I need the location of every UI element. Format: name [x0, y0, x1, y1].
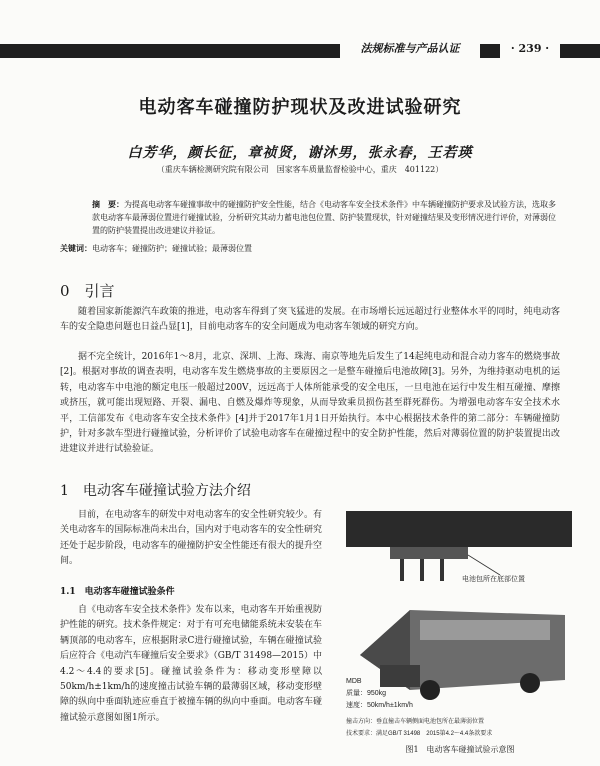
paper-title: 电动客车碰撞防护现状及改进试验研究	[138, 97, 462, 118]
figure-speed: 速度：50km/h±1km/h	[346, 702, 413, 709]
wheel-rear	[520, 673, 540, 693]
page-number: · 239 ·	[500, 40, 560, 58]
journal-name: 法规标准与产品认证	[340, 40, 480, 58]
battery-pack-top	[390, 547, 468, 559]
keywords-text: 电动客车；碰撞防护；碰撞试验；最薄弱位置	[92, 244, 252, 253]
figure-1-caption: 图1 电动客车碰撞试验示意图	[405, 745, 515, 754]
section-1-title: 1 电动客车碰撞试验方法介绍	[60, 483, 251, 499]
section-1-paragraph-2: 自《电动客车安全技术条件》发布以来，电动客车开始重视防护性能的研究。技术条件规定：对于有可充电储能系统未安装在车辆顶部的电动客车，应根据附录C进行碰撞试验，车辆在碰撞试验后应符合《电动汽车碰撞后安全要求》（GB/T 31498—2015）中4.2～4.4的要求[5]。碰撞试验条件为：移动变形壁障以50km/h±1km/h的速度撞击试验车辆的最薄弱区域，移动变形壁障的纵向中垂面轨迹应垂直于被撞车辆的纵向中垂面。电动客车碰撞试验示意图如图1所示。	[60, 605, 322, 723]
keywords-label: 关键词：	[60, 243, 92, 253]
figure-requirement: 技术要求：满足GB/T 31498 2015第4.2～4.4条款要求	[346, 731, 493, 737]
abstract-text: 为提高电动客车碰撞事故中的碰撞防护安全性能，结合《电动客车安全技术条件》中车辆碰撞防护要求及试验方法，选取多款电动客车最薄弱位置进行碰撞试验，分析研究其动力蓄电池包位置、防护装置现状，针对碰撞结果及变形情况进行评价，对薄弱位置的防护装置提出改进建议并验证。	[92, 200, 556, 235]
mdb-barrier	[380, 665, 420, 687]
author-list: 白芳华，颜长征，章祯贤，谢沐男，张永春，王若瑛	[127, 145, 473, 161]
keywords	[60, 242, 560, 255]
figure-label-battery-position: 电池包所在底部位置	[462, 576, 525, 583]
figure-mdb-label: MDB	[346, 678, 362, 685]
bus-top-body	[346, 511, 572, 547]
section-0-title: 0 引言	[60, 282, 115, 300]
wheel-front	[420, 680, 440, 700]
figure-mass: 质量：950kg	[346, 690, 387, 697]
figure-direction: 撞击方向：垂直撞击车辆侧面电池包所在最薄弱位置	[346, 719, 485, 725]
section-0-paragraph-2: 据不完全统计，2016年1～8月，北京、深圳、上海、珠海、南京等地先后发生了14起纯电动和混合动力客车的燃烧事故[2]。根据对事故的调查表明，电动客车发生燃烧事故的主要原因之一是整车碰撞后电池故障[3]。另外，为维持驱动电机的运转，电动客车中电池的额定电压一般超过200V，远远高于人体所能承受的安全电压，一旦电池在运行中发生相互碰撞、摩擦或挤压，就可能出现短路、开裂、漏电、自燃及爆炸等现象，从而导致乘员损伤甚至群死群伤。为增强电动客车安全技术水平，工信部发布《电动客车安全技术条件》[4]并于2017年1月1日开始执行。本中心根据技术条件的第二部分：车辆碰撞防护，针对多款车型进行碰撞试验，分析评价了试验电动客车在碰撞过程中的安全防护性能，然后对薄弱位置的防护装置提出改进建议并进行试验验证。	[60, 352, 560, 455]
abstract	[92, 198, 562, 237]
section-0-paragraph-1: 随着国家新能源汽车政策的推进，电动客车得到了突飞猛进的发展。在市场增长远远超过行业整体水平的同时，纯电动客车的安全隐患问题也日益凸显[1]，目前电动客车的安全问题成为电动客车领域的研究方向。	[60, 307, 560, 333]
subsection-1-1-title: 1.1 电动客车碰撞试验条件	[60, 587, 175, 597]
figure-1	[340, 505, 580, 750]
abstract-label: 摘 要：	[92, 199, 124, 209]
affiliation: （重庆车辆检测研究院有限公司 国家客车质量监督检验中心，重庆 401122）	[156, 165, 444, 174]
section-1-paragraph-1: 目前，在电动客车的研发中对电动客车的安全性研究较少。有关电动客车的国际标准尚未出台，国内对于电动客车的安全性研究还处于起步阶段，电动客车的碰撞防护安全性能还有很大的提升空间。	[60, 510, 322, 567]
